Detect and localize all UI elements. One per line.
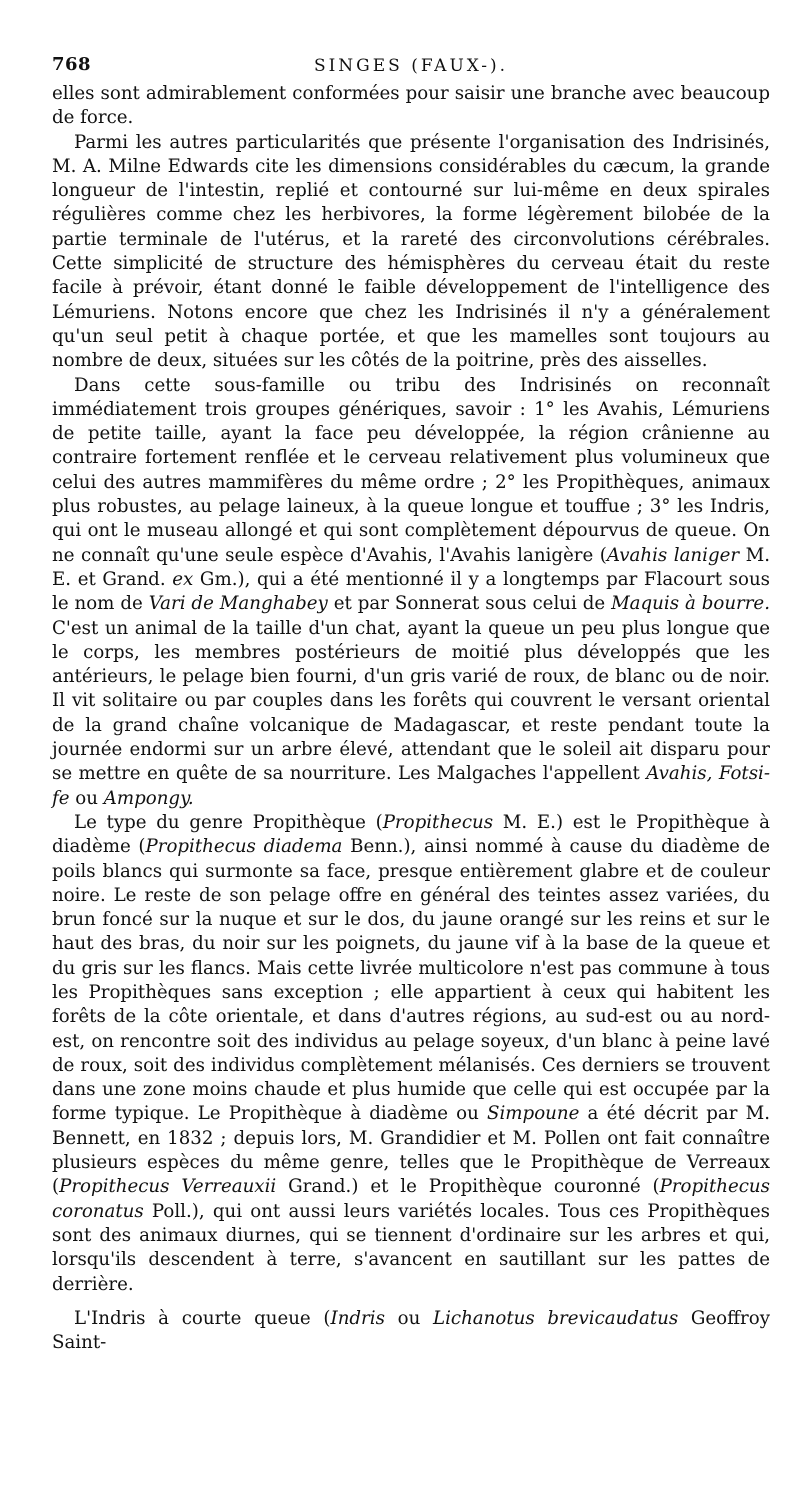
- italic-text: Avahis, Fotsi-fe: [52, 763, 770, 809]
- text-run: ou: [384, 1307, 434, 1329]
- text-run: Gm.), qui a été mentionné il y a longtemps par Flacourt sous le nom de: [52, 568, 770, 615]
- italic-text: Ampongy.: [103, 787, 194, 809]
- text-run: M. E. et Grand.: [52, 544, 771, 590]
- italic-text: Propithecus Verreauxii: [59, 1176, 277, 1198]
- body-text: [52, 82, 770, 1355]
- paragraph: [52, 131, 770, 374]
- italic-text: Propithecus: [382, 811, 494, 833]
- text-run: L'Indris à courte queue (: [74, 1307, 331, 1329]
- text-run: Poll.), qui ont aussi leurs variétés locales. Tous ces Propithèques sont des animaux diurnes, qui se tiennent d'ordinaire sur les arbres et qui, lorsqu'ils descendent à terre, s'avancent en sautillant sur les pattes de derrière.: [52, 1200, 770, 1295]
- text-run: Grand.) et le Propithèque couronné (: [276, 1176, 660, 1198]
- italic-text: Simpoune: [487, 1103, 580, 1125]
- text-run: Le type du genre Propithèque (: [74, 811, 383, 833]
- italic-text: Avahis laniger: [606, 544, 740, 566]
- text-run: Dans cette sous-famille ou tribu des Indrisinés on reconnaît immédiatement trois groupes génériques, savoir : 1° les Avahis, Lémuriens de petite taille, ayant la face peu développée, la région crânienne au contraire fortement renflée et le cerveau relativement plus volumineux que celui des autres mammifères du même ordre ; 2° les Propithèques, animaux plus robustes, au pelage laineux, à la queue longue et touffue ; 3° les Indris, qui ont le museau allongé et qui sont complètement dépourvus de queue. On ne connaît qu'une seule espèce d'Avahis, l'Avahis lanigère (: [52, 374, 770, 566]
- italic-text: Lichanotus brevicaudatus: [433, 1307, 679, 1329]
- text-run: C'est un animal de la taille d'un chat, ayant la queue un peu plus longue que le corps, les membres postérieurs de moitié plus développés que les antérieurs, le pelage bien fourni, d'un gris varié de roux, de blanc ou de noir. Il vit solitaire ou par couples dans les forêts qui couvrent le versant oriental de la grand chaîne volcanique de Madagascar, et reste pendant toute la journée endormi sur un arbre élevé, attendant que le soleil ait disparu pour se mettre en quête de sa nourriture. Les Malgaches l'appellent: [52, 617, 770, 785]
- text-run: Parmi les autres particularités que présente l'organisation des Indrisinés, M. A. Milne Edwards cite les dimensions considérables du cæcum, la grande longueur de l'intestin, replié et contourné sur lui-même en deux spirales régulières comme chez les herbivores, la forme légèrement bilobée de la partie terminale de l'utérus, et la rareté des circonvolutions cérébrales. Cette simplicité de structure des hémisphères du cerveau était du reste facile à prévoir, étant donné le faible développement de l'intelligence des Lémuriens. Notons encore que chez les Indrisinés il n'y a généralement qu'un seul petit à chaque portée, et que les mamelles sont toujours au nombre de deux, situées sur les côtés de la poitrine, près des aisselles.: [52, 131, 770, 372]
- text-run: a été décrit par M. Bennett, en 1832 ; depuis lors, M. Grandidier et M. Pollen ont fait connaître plusieurs espèces du même genre, telles que le Propithèque de Verreaux (: [52, 1103, 771, 1198]
- italic-text: Propithecus coronatus: [52, 1176, 770, 1222]
- text-run: M. E.) est le Propithèque à diadème (: [52, 811, 770, 858]
- italic-text: Vari de Manghabey: [148, 593, 328, 615]
- paragraph: [52, 82, 770, 131]
- page-header: [52, 48, 770, 82]
- italic-text: Propithecus diadema: [145, 836, 343, 858]
- page-number: 768: [52, 54, 92, 75]
- italic-text: Maquis à bourre.: [611, 593, 770, 615]
- paragraph: [52, 1307, 770, 1356]
- italic-text: ex: [172, 568, 194, 590]
- text-run: Benn.), ainsi nommé à cause du diadème de poils blancs qui surmonte sa face, presque entièrement glabre et de couleur noire. Le reste de son pelage offre en général des teintes assez variées, du brun foncé sur la nuque et sur le dos, du jaune orangé sur les reins et sur le haut des bras, du noir sur les poignets, du jaune vif à la base de la queue et du gris sur les flancs. Mais cette livrée multicolore n'est pas commune à tous les Propithèques sans exception ; elle appartient à ceux qui habitent les forêts de la côte orientale, et dans d'autres régions, au sud-est ou au nord-est, on rencontre soit des individus au pelage soyeux, d'un blanc à peine lavé de roux, soit des individus complètement mélanisés. Ces derniers se trouvent dans une zone moins chaude et plus humide que celle qui est occupée par la forme typique. Le Propithèque à diadème ou: [52, 836, 770, 1125]
- running-head: SINGES (FAUX-).: [313, 56, 509, 76]
- text-run: elles sont admirablement conformées pour saisir une branche avec beaucoup de force.: [52, 83, 770, 129]
- text-run: et par Sonnerat sous celui de: [327, 593, 612, 615]
- text-run: ou: [69, 787, 104, 809]
- paragraph: [52, 374, 770, 811]
- italic-text: Indris: [330, 1307, 385, 1329]
- document-page: [52, 48, 770, 1355]
- paragraph: [52, 811, 770, 1297]
- text-run: Geoffroy Saint-: [52, 1307, 770, 1354]
